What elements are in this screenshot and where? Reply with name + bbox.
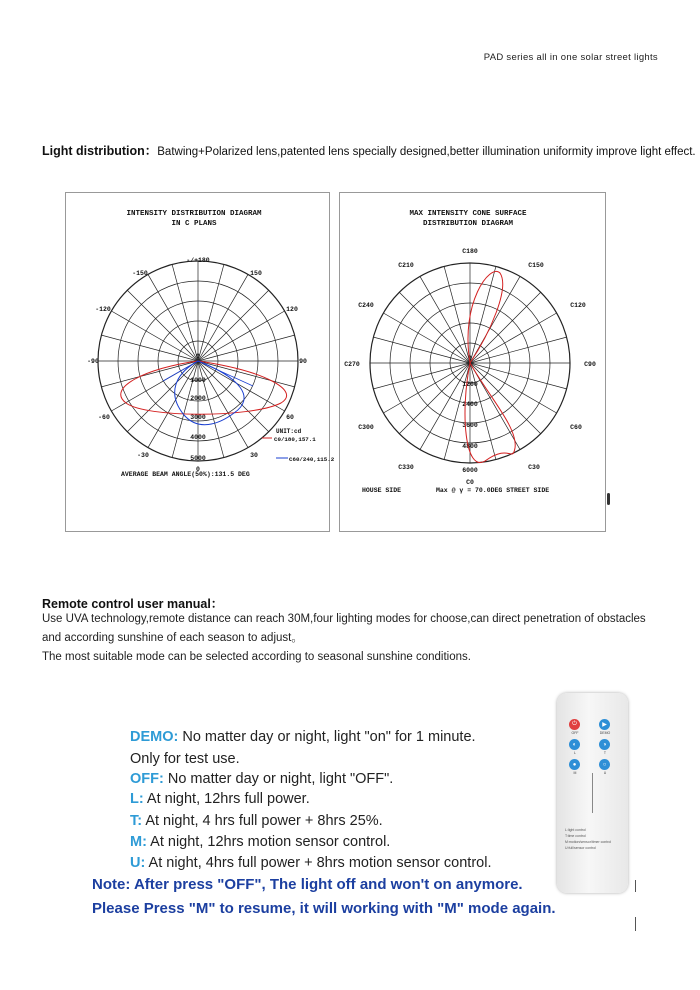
edge-mark	[635, 880, 636, 892]
page-header-title: PAD series all in one solar street lights	[483, 52, 658, 63]
remote-divider	[592, 773, 593, 813]
grid-spoke	[373, 363, 470, 389]
unit-label: UNIT:cd	[276, 428, 302, 435]
angle-label: 60	[286, 414, 294, 421]
mode-key: L:	[130, 791, 144, 807]
chart-footer: AVERAGE BEAM ANGLE(50%):131.5 DEG	[121, 471, 250, 478]
chart-title-line2: IN C PLANS	[171, 220, 217, 228]
angle-label: 90	[299, 358, 307, 365]
angle-label: 120	[286, 306, 298, 313]
angle-label: C150	[528, 262, 544, 269]
center-label: 0	[196, 353, 200, 360]
grid-spoke	[420, 276, 470, 363]
grid-spoke	[373, 337, 470, 363]
mode-description: At night, 4hrs full power + 8hrs motion sensor control.	[145, 855, 492, 871]
remote-button-label: DEMO	[599, 731, 611, 735]
ring-label: 5000	[190, 455, 206, 462]
grid-spoke	[198, 361, 269, 432]
grid-spoke	[470, 276, 520, 363]
grid-spoke	[198, 290, 269, 361]
angle-label: C180	[462, 248, 478, 255]
c0-curve	[121, 361, 287, 414]
remote-button-t-icon: ◑	[599, 739, 610, 750]
center-label: 0	[468, 355, 472, 362]
remote-button-label: U	[603, 771, 607, 775]
ring-label: 4800	[462, 443, 478, 450]
grid-spoke	[470, 363, 567, 389]
mode-key: OFF:	[130, 771, 164, 787]
mode-description: At night, 4 hrs full power + 8hrs 25%.	[142, 813, 383, 829]
mode-description: Only for test use.	[130, 751, 240, 767]
intensity-polar-svg	[66, 193, 335, 531]
remote-button-label: L	[574, 751, 576, 755]
angle-label: C0	[466, 479, 474, 486]
angle-label: -60	[98, 414, 110, 421]
remote-control-image	[557, 693, 628, 893]
mode-description: At night, 12hrs full power.	[143, 791, 310, 807]
legend-c60: C60/240,115.2	[289, 456, 335, 463]
edge-artifact	[607, 493, 610, 505]
angle-label: -90	[87, 358, 99, 365]
angle-label: C300	[358, 424, 374, 431]
remote-button-off-icon: ⏻	[569, 719, 580, 730]
light-distribution-heading	[42, 141, 696, 159]
remote-button-label: M	[573, 771, 577, 775]
grid-spoke	[470, 363, 557, 413]
grid-spoke	[470, 292, 541, 363]
ring-label: 4000	[190, 434, 206, 441]
remote-text-line: U:full/sensor control	[565, 846, 596, 850]
note-line-1: Note: After press "OFF", The light off and won't on anymore.	[92, 876, 523, 893]
remote-text-line: L:light control	[565, 828, 586, 832]
angle-label: C210	[398, 262, 414, 269]
grid-spoke	[172, 361, 198, 458]
angle-label: -/+180	[186, 257, 210, 264]
grid-spoke	[127, 290, 198, 361]
angle-label: C240	[358, 302, 374, 309]
angle-label: C270	[344, 361, 360, 368]
grid-spoke	[172, 264, 198, 361]
ring-label: 1000	[190, 377, 206, 384]
grid-spoke	[470, 363, 541, 434]
angle-label: C90	[584, 361, 596, 368]
mode-description: No matter day or night, light "on" for 1 minute.	[178, 729, 476, 745]
mode-key: T:	[130, 813, 143, 829]
ring-label: 2000	[190, 395, 206, 402]
mode-line	[130, 751, 240, 767]
remote-button-label: OFF	[571, 731, 579, 735]
remote-button-m-icon: ●	[569, 759, 580, 770]
angle-label: C60	[570, 424, 582, 431]
note-line-2: Please Press "M" to resume, it will working with "M" mode again.	[92, 900, 556, 917]
grid-spoke	[148, 274, 198, 361]
mode-line	[130, 729, 476, 745]
ring-label: 2400	[462, 401, 478, 408]
street-side-label: Max @ γ = 70.0DEG STREET SIDE	[436, 487, 550, 494]
grid-spoke	[198, 335, 295, 361]
remote-button-demo-icon: ▶	[599, 719, 610, 730]
mode-key: DEMO:	[130, 729, 179, 745]
remote-manual-para2: The most suitable mode can be selected according to seasonal sunshine conditions.	[42, 651, 471, 663]
angle-label: -150	[132, 270, 148, 277]
remote-manual-title: Remote control user manual：	[42, 597, 224, 611]
light-distribution-title: Light distribution：	[42, 144, 158, 158]
mode-description: No matter day or night, light "OFF".	[163, 771, 394, 787]
grid-spoke	[470, 337, 567, 363]
light-distribution-text: Batwing+Polarized lens,patented lens specially designed,better illumination uniformity improve light effect.	[157, 146, 696, 158]
intensity-distribution-chart	[65, 192, 335, 532]
grid-spoke	[383, 363, 470, 413]
mode-description: At night, 12hrs motion sensor control.	[146, 834, 391, 850]
edge-mark	[635, 917, 636, 931]
ring-label: 6000	[462, 467, 478, 474]
chart-title-line2: DISTRIBUTION DIAGRAM	[422, 220, 514, 228]
mode-line	[130, 771, 393, 787]
cone-surface-chart	[339, 192, 606, 532]
chart-title-line1: INTENSITY DISTRIBUTION DIAGRAM	[126, 210, 262, 218]
cone-polar-svg	[340, 193, 605, 531]
grid-spoke	[198, 264, 224, 361]
angle-label: C330	[398, 464, 414, 471]
ring-label: 3600	[462, 422, 478, 429]
grid-spoke	[399, 363, 470, 434]
mode-line	[130, 855, 491, 871]
house-side-label: HOUSE SIDE	[362, 487, 402, 494]
grid-spoke	[101, 335, 198, 361]
ring-label: 1200	[462, 381, 478, 388]
grid-spoke	[399, 292, 470, 363]
angle-label: 30	[250, 452, 258, 459]
grid-spoke	[470, 266, 496, 363]
mode-line	[130, 813, 383, 829]
mode-line	[130, 791, 310, 807]
remote-button-label: T	[603, 751, 607, 755]
remote-button-l-icon: ◐	[569, 739, 580, 750]
ring-label: 3000	[190, 414, 206, 421]
chart-title-line1: MAX INTENSITY CONE SURFACE	[409, 210, 527, 218]
grid-spoke	[198, 361, 285, 411]
grid-spoke	[198, 361, 224, 458]
mode-key: U:	[130, 855, 146, 871]
remote-button-u-icon: ○	[599, 759, 610, 770]
angle-label: -120	[95, 306, 111, 313]
grid-spoke	[127, 361, 198, 432]
angle-label: 0	[196, 466, 200, 473]
grid-spoke	[383, 313, 470, 363]
remote-manual-para1: Use UVA technology,remote distance can reach 30M,four lighting modes for choose,can direct penetration of obstacles and according sunshine of each season to adjust。	[42, 613, 646, 644]
grid-spoke	[101, 361, 198, 387]
grid-spoke	[198, 274, 248, 361]
grid-spoke	[198, 311, 285, 361]
grid-spoke	[444, 266, 470, 363]
angle-label: -30	[137, 452, 149, 459]
mode-line	[130, 834, 390, 850]
grid-spoke	[111, 311, 198, 361]
angle-label: C120	[570, 302, 586, 309]
angle-label: 150	[250, 270, 262, 277]
legend-c0: C0/180,157.1	[274, 436, 316, 443]
mode-key: M:	[130, 834, 147, 850]
remote-text-line: M:motion/sensor/timer control	[565, 840, 612, 844]
grid-spoke	[470, 313, 557, 363]
angle-label: C30	[528, 464, 540, 471]
remote-text-line: T:time control	[565, 834, 586, 838]
